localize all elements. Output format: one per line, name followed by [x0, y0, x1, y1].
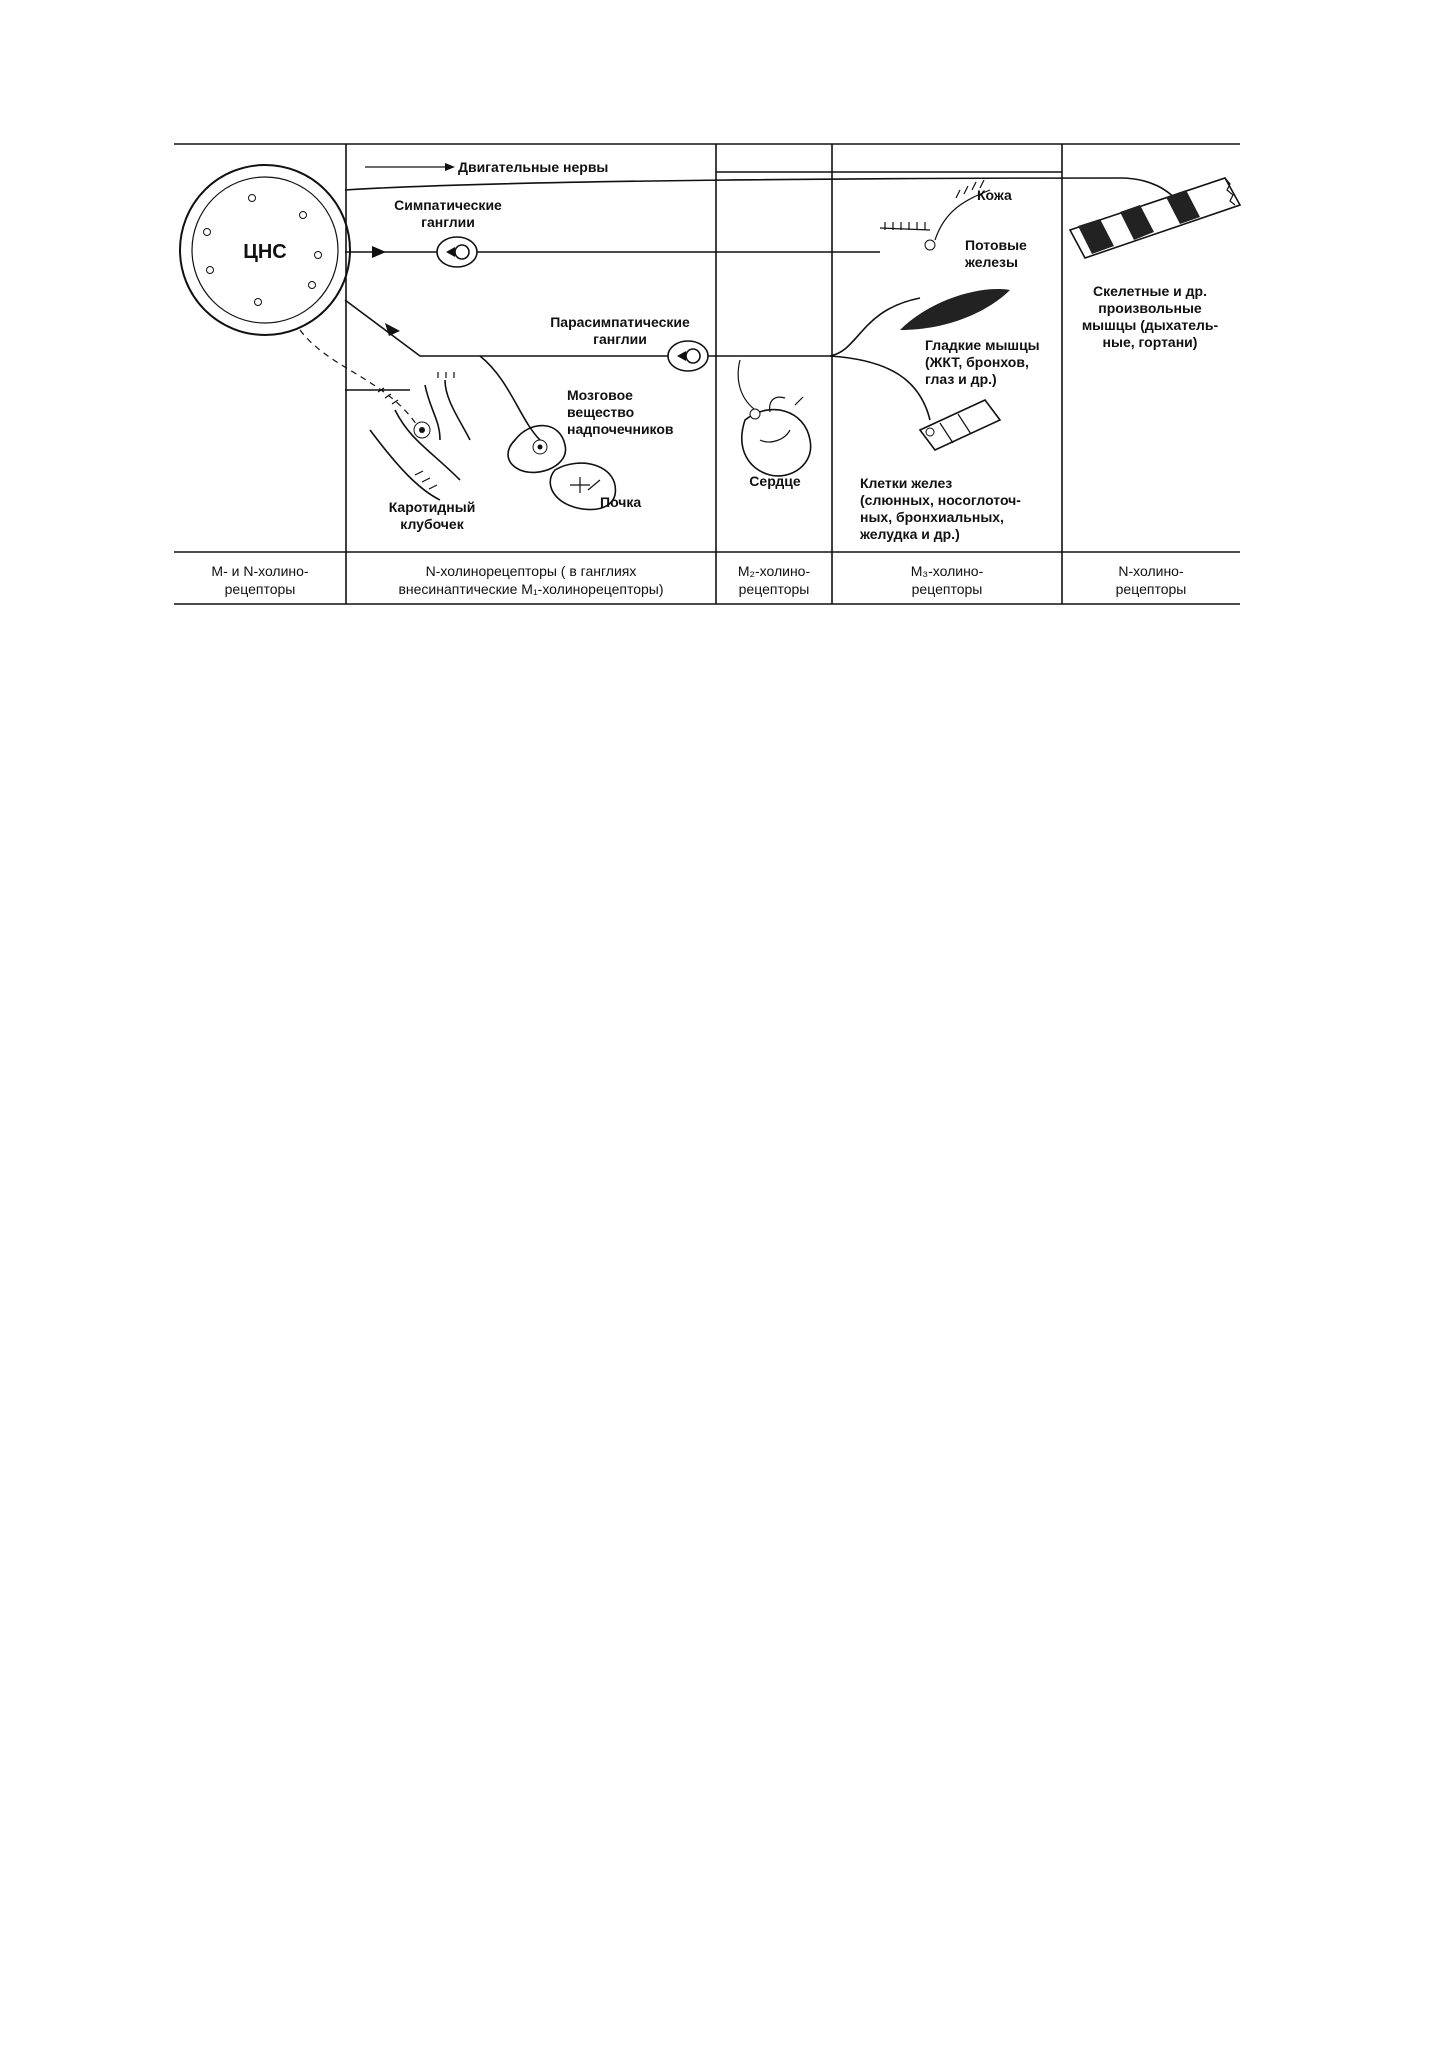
diagram-label: надпочечников: [567, 421, 674, 437]
heart-label: Сердце: [749, 473, 801, 489]
skeletal-muscle-illustration: [1070, 178, 1240, 350]
diagram-label: М₃-холино-: [910, 563, 984, 579]
diagram-label: Гладкие мышцы: [925, 337, 1040, 353]
diagram-label: вещество: [567, 404, 635, 420]
diagram-label: ные, гортани): [1102, 334, 1198, 350]
diagram-label: (слюнных, носоглоточ-: [860, 492, 1021, 508]
diagram-label: желудка и др.): [860, 526, 960, 542]
motor-nerves-label: Двигательные нервы: [458, 159, 609, 175]
diagram-label: Каротидный: [388, 499, 476, 515]
diagram-label: М₂-холино-: [737, 563, 811, 579]
diagram-label: клубочек: [400, 516, 464, 532]
diagram-label: М- и N-холино-: [211, 563, 309, 579]
diagram-label: Скелетные и др.: [1093, 283, 1207, 299]
kidney-label: Почка: [600, 494, 642, 510]
diagram-label: Парасимпатические: [550, 314, 690, 330]
motor-nerves-legend: [365, 159, 608, 175]
diagram-label: ганглии: [421, 214, 475, 230]
diagram-label: ганглии: [593, 331, 647, 347]
diagram-label: N-холино-: [1118, 563, 1184, 579]
skin-label: Кожа: [977, 187, 1012, 203]
diagram-label: железы: [965, 254, 1018, 270]
diagram-label: рецепторы: [224, 581, 296, 597]
parasympathetic-ganglion: [550, 314, 708, 371]
diagram-label: рецепторы: [738, 581, 810, 597]
adrenal-kidney-illustration: [508, 387, 674, 510]
diagram-label: внесинаптические М₁-холинорецепторы): [398, 581, 664, 597]
cns: [180, 165, 350, 335]
diagram-label: (ЖКТ, бронхов,: [925, 354, 1029, 370]
carotid-body-illustration: [370, 372, 475, 532]
skin-illustration: [880, 180, 1027, 270]
footer-row: [211, 563, 1186, 597]
diagram-label: Потовые: [965, 237, 1027, 253]
diagram-label: мышцы (дыхатель-: [1081, 317, 1219, 333]
diagram-label: Клетки желез: [860, 475, 953, 491]
heart-illustration: [742, 397, 811, 489]
smooth-muscle-illustration: [900, 289, 1040, 387]
diagram-label: глаз и др.): [925, 371, 997, 387]
diagram-label: N-холинорецепторы ( в ганглиях: [425, 563, 637, 579]
diagram-label: рецепторы: [911, 581, 983, 597]
cns-label: ЦНС: [243, 241, 287, 263]
gland-cells-illustration: [859, 400, 1021, 542]
diagram-label: ных, бронхиальных,: [860, 509, 1004, 525]
diagram-label: Симпатические: [394, 197, 502, 213]
diagram-label: Мозговое: [567, 387, 633, 403]
diagram-label: рецепторы: [1115, 581, 1187, 597]
diagram-label: произвольные: [1098, 300, 1202, 316]
sympathetic-ganglion: [394, 197, 502, 267]
table-frame: [174, 144, 1240, 604]
